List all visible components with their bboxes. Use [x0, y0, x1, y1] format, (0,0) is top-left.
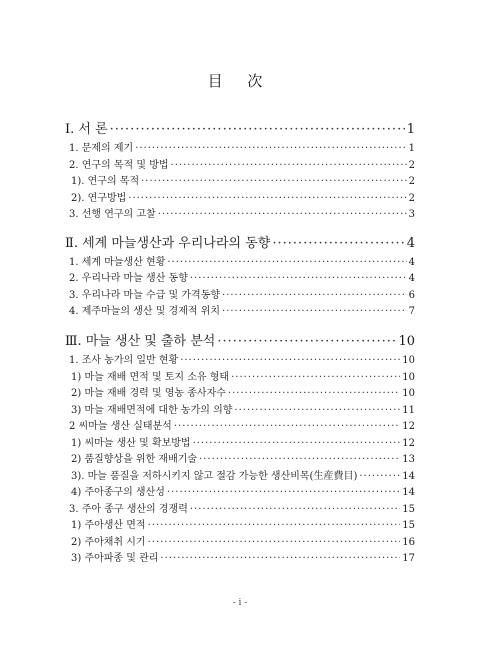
toc-entry-label: Ⅰ. 서 론 — [65, 122, 108, 137]
toc-entry-row — [65, 189, 415, 202]
toc-leader-dots — [359, 471, 400, 482]
toc-entry-label: Ⅱ. 세계 마늘생산과 우리나라의 동향 — [65, 236, 271, 251]
toc-leader-dots — [199, 454, 400, 465]
toc-entry-label: 1) 마늘 재배 면적 및 토지 소유 형태 — [71, 372, 230, 383]
toc-leader-dots — [160, 553, 400, 564]
toc-entry-label: 3). 마늘 품질을 저하시키지 않고 절감 가능한 생산비목(生産費目) — [71, 471, 358, 482]
toc-entry-label: 4. 제주마늘의 생산 및 경제적 위치 — [69, 306, 221, 317]
toc-page-number: 7 — [408, 306, 415, 317]
toc-leader-dots — [148, 520, 401, 531]
toc-leader-dots — [190, 273, 407, 284]
toc-entry-label: 1) 주아생산 면적 — [71, 520, 146, 531]
toc-entry-row — [65, 269, 415, 282]
toc-page-number: 3 — [408, 209, 415, 220]
toc-entry-row — [65, 302, 415, 315]
toc-entry-label: 2) 품질향상을 위한 재배기술 — [71, 454, 198, 465]
toc-page-number: 1 — [408, 143, 415, 154]
toc-entry-label: 1) 씨마늘 생산 및 확보방법 — [71, 438, 191, 449]
toc-entry-row — [65, 139, 415, 152]
toc-leader-dots — [171, 160, 407, 171]
toc-entry-label: 2) 마늘 재배 경력 및 영농 종사자수 — [71, 388, 226, 399]
toc-entry-row — [65, 172, 415, 185]
toc-page-number: 15 — [402, 520, 415, 531]
toc-page-number: 4 — [408, 257, 415, 268]
toc-entry-label: 1). 연구의 목적 — [71, 176, 140, 187]
page-title: 目 次 — [207, 72, 273, 90]
toc-entry-row — [65, 483, 415, 496]
toc-page-number: 16 — [402, 537, 415, 548]
toc-leader-dots — [128, 193, 406, 204]
toc-entry-label: 3. 선행 연구의 고찰 — [69, 209, 156, 220]
toc-entry-row — [65, 450, 415, 463]
toc-entry-row — [65, 516, 415, 529]
toc-page-number: 4 — [408, 273, 415, 284]
toc-entry-label: 2) 주아채취 시기 — [71, 537, 146, 548]
toc-page-number: 12 — [402, 421, 415, 432]
toc-entry-row — [65, 286, 415, 299]
toc-entry-label: 2 씨마늘 생산 실태분석 — [69, 421, 172, 432]
toc-chapter-row — [65, 232, 415, 251]
toc-entry-row — [65, 156, 415, 169]
toc-entry-row — [65, 401, 415, 414]
toc-leader-dots — [180, 355, 400, 366]
toc-page-number: 12 — [402, 438, 415, 449]
page-number-footer: - i - — [232, 598, 248, 608]
toc-entry-row — [65, 549, 415, 562]
toc-page-number: 11 — [402, 405, 415, 416]
toc-entry-row — [65, 417, 415, 430]
toc-leader-dots — [193, 438, 401, 449]
toc-entry-row — [65, 351, 415, 364]
toc-entry-row — [65, 368, 415, 381]
toc-leader-dots — [190, 504, 400, 515]
toc-page-number: 15 — [402, 504, 415, 515]
toc-chapter-row — [65, 330, 415, 349]
toc-entry-label: 2. 연구의 목적 및 방법 — [69, 160, 169, 171]
toc-leader-dots — [167, 487, 400, 498]
toc-page-number: 2 — [408, 160, 415, 171]
toc-page-number: 2 — [408, 193, 415, 204]
toc-entry-label: 1. 문제의 제기 — [69, 143, 134, 154]
toc-page-number: 17 — [402, 553, 415, 564]
toc-page-number: 10 — [402, 372, 415, 383]
toc-entry-label: 1. 조사 농가의 일반 현황 — [69, 355, 179, 366]
toc-leader-dots — [174, 421, 400, 432]
toc-leader-dots — [141, 176, 407, 187]
toc-entry-label: Ⅲ. 마늘 생산 및 출하 분석 — [65, 334, 216, 349]
toc-page-number: 6 — [408, 290, 415, 301]
toc-entry-row — [65, 205, 415, 218]
toc-entry-row — [65, 434, 415, 447]
toc-entry-row — [65, 533, 415, 546]
toc-leader-dots — [272, 236, 404, 251]
toc-entry-label: 3. 우리나라 마늘 수급 및 가격동향 — [69, 290, 221, 301]
toc-leader-dots — [228, 388, 400, 399]
toc-leader-dots — [110, 122, 405, 137]
toc-leader-dots — [158, 209, 407, 220]
toc-entry-label: 1. 세계 마늘생산 현황 — [69, 257, 166, 268]
toc-entry-label: 4) 주아종구의 생산성 — [71, 487, 165, 498]
toc-leader-dots — [167, 257, 406, 268]
toc-entry-label: 3. 주아 종구 생산의 경쟁력 — [69, 504, 188, 515]
toc-entry-row — [65, 467, 415, 480]
toc-entry-label: 2). 연구방법 — [71, 193, 127, 204]
toc-entry-row — [65, 253, 415, 266]
toc-leader-dots — [135, 143, 406, 154]
toc-leader-dots — [234, 405, 400, 416]
toc-leader-dots — [217, 334, 396, 349]
toc-leader-dots — [231, 372, 400, 383]
toc-page-number: 14 — [402, 487, 415, 498]
toc-entry-label: 2. 우리나라 마늘 생산 동향 — [69, 273, 188, 284]
toc-leader-dots — [148, 537, 401, 548]
toc-page-number: 13 — [402, 454, 415, 465]
toc-entry-row — [65, 500, 415, 513]
toc-leader-dots — [222, 290, 407, 301]
toc-entry-label: 3) 마늘 재배면적에 대한 농가의 의향 — [71, 405, 233, 416]
toc-page-number: 14 — [402, 471, 415, 482]
toc-page-number: 4 — [406, 236, 415, 251]
toc-page-number: 10 — [402, 388, 415, 399]
toc-entry-label: 3) 주아파종 및 관리 — [71, 553, 159, 564]
toc-chapter-row — [65, 118, 415, 137]
toc-entry-row — [65, 384, 415, 397]
toc-leader-dots — [222, 306, 407, 317]
toc-page-number: 10 — [402, 355, 415, 366]
toc-page-number: 2 — [408, 176, 415, 187]
toc-page-number: 1 — [406, 122, 415, 137]
toc-page-number: 10 — [398, 334, 415, 349]
